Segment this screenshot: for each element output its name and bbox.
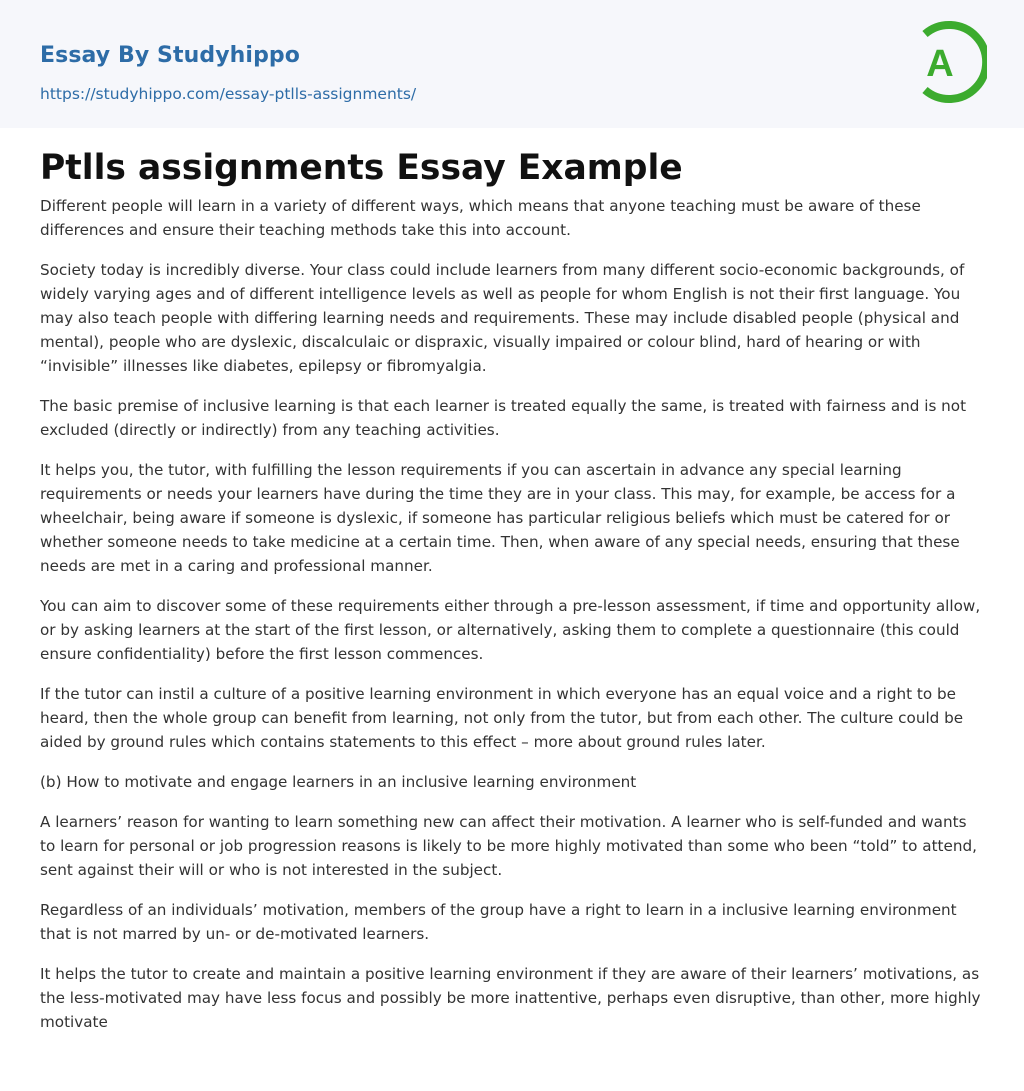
paragraph: Society today is incredibly diverse. Your class could include learners from many different socio-economic backgrounds, of widely varying ages and of different intelligence levels as well as people for whom English is not their first language. You may also teach people with differing learning needs and requirements. These may include disabled people (physical and mental), people who are dyslexic, discalculaic or dispraxic, visually impaired or colour blind, hard of hearing or with “invisible” illnesses like diabetes, epilepsy or fibromyalgia. <box>40 261 965 375</box>
paragraph: Different people will learn in a variety of different ways, which means that anyone teaching must be aware of these differences and ensure their teaching methods take this into account. <box>40 197 921 239</box>
section-heading: (b) How to motivate and engage learners in an inclusive learning environment <box>40 773 637 791</box>
paragraph: You can aim to discover some of these requirements either through a pre-lesson assessment, if time and opportunity allow, or by asking learners at the start of the first lesson, or alternatively, asking them to complete a questionnaire (this could ensure confidentiality) before the first lesson commences. <box>40 597 981 663</box>
paragraph: Regardless of an individuals’ motivation, members of the group have a right to learn in a inclusive learning environment that is not marred by un- or de-motivated learners. <box>40 901 957 943</box>
paragraph: It helps you, the tutor, with fulfilling the lesson requirements if you can ascertain in advance any special learning requirements or needs your learners have during the time they are in your class. This may, for example, be access for a wheelchair, being aware if someone is dyslexic, if someone has particular religious beliefs which must be catered for or whether someone needs to take medicine at a certain time. Then, when aware of any special needs, ensuring that these needs are met in a caring and professional manner. <box>40 461 960 575</box>
paragraph: The basic premise of inclusive learning is that each learner is treated equally the same, is treated with fairness and is not excluded (directly or indirectly) from any teaching activities. <box>40 397 967 439</box>
paragraph: If the tutor can instil a culture of a positive learning environment in which everyone has an equal voice and a right to be heard, then the whole group can benefit from learning, not only from the tutor, but from each other. The culture could be aided by ground rules which contains statements to this effect – more about ground rules later. <box>40 685 964 751</box>
article-title: Ptlls assignments Essay Example <box>40 148 683 188</box>
article-body <box>40 194 984 1050</box>
paragraph: It helps the tutor to create and maintain a positive learning environment if they are aware of their learners’ motivations, as the less-motivated may have less focus and possibly be more inattentive, perhaps even disruptive, than other, more highly motivate <box>40 965 981 1031</box>
logo-letter: A <box>926 43 954 85</box>
studyhippo-logo-icon[interactable] <box>911 18 987 106</box>
source-url-link[interactable]: https://studyhippo.com/essay-ptlls-assignments/ <box>40 85 417 103</box>
paragraph: A learners’ reason for wanting to learn something new can affect their motivation. A learner who is self-funded and wants to learn for personal or job progression reasons is likely to be more highly motivated than some who been “told” to attend, sent against their will or who is not interested in the subject. <box>40 813 977 879</box>
site-brand[interactable]: Essay By Studyhippo <box>40 43 300 68</box>
